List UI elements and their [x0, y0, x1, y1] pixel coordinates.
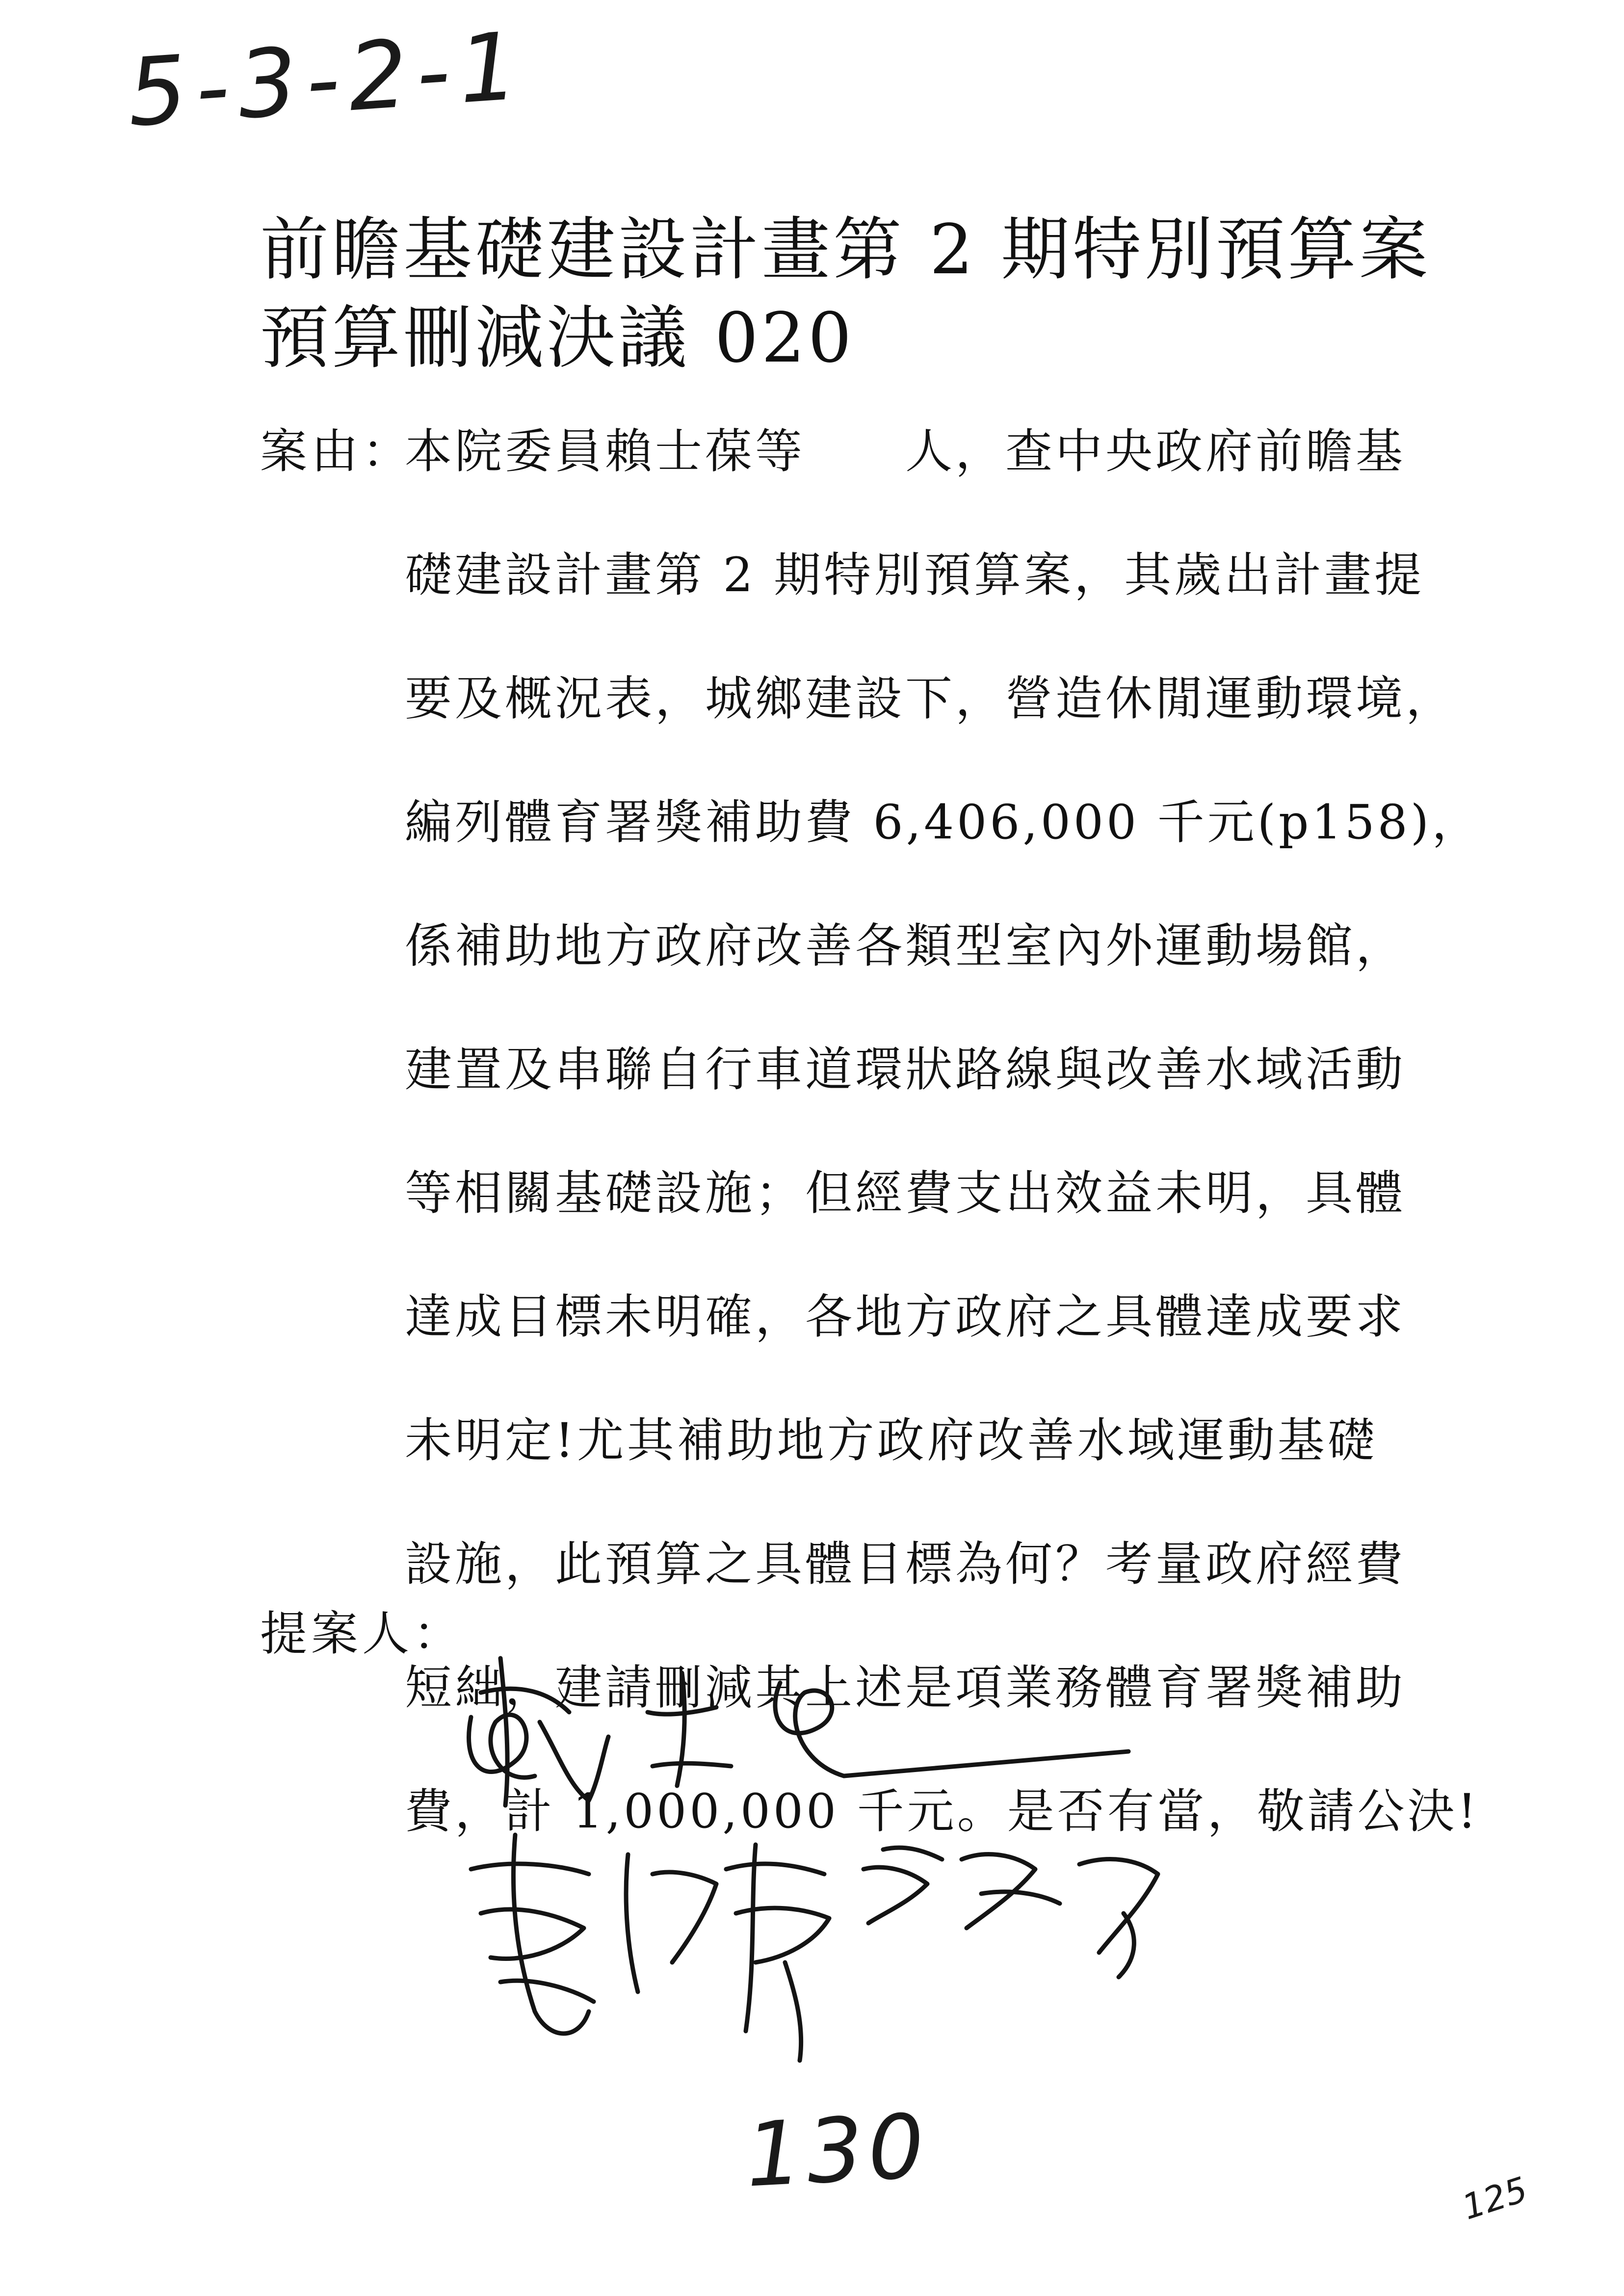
reason-line: 礎建設計畫第 2 期特別預算案，其歲出計畫提	[405, 548, 1425, 602]
reason-line: 達成目標未明確，各地方政府之具體達成要求	[405, 1289, 1406, 1344]
reason-line: 未明定!尤其補助地方政府改善水域運動基礎	[405, 1413, 1378, 1468]
title-line-2: 預算刪減決議 020	[260, 298, 855, 378]
reason-label: 案由：	[260, 424, 413, 479]
proposer-label: 提案人：	[260, 1606, 464, 1661]
reason-line: 本院委員賴士葆等 人，查中央政府前瞻基	[405, 424, 1406, 479]
reason-line: 設施，此預算之具體目標為何？考量政府經費	[405, 1537, 1406, 1592]
handwritten-page-code: 5-3-2-1	[124, 11, 530, 148]
reason-line: 建置及串聯自行車道環狀路線與改善水域活動	[405, 1042, 1406, 1097]
reason-line: 係補助地方政府改善各類型室內外運動場館，	[405, 918, 1406, 973]
reason-line: 編列體育署獎補助費 6,406,000 千元(p158)，	[405, 795, 1482, 850]
reason-line: 短絀，建請刪減其上述是項業務體育署獎補助	[405, 1660, 1406, 1715]
reason-line: 費，計 1,000,000 千元。是否有當，敬請公決!	[405, 1784, 1480, 1839]
handwritten-corner-number: 125	[1457, 2169, 1533, 2228]
reason-line: 等相關基礎設施；但經費支出效益未明，具體	[405, 1166, 1406, 1221]
handwritten-page-number: 130	[743, 2095, 932, 2207]
reason-line: 要及概況表，城鄉建設下，營造休閒運動環境，	[405, 671, 1456, 726]
handwritten-signatures	[442, 1639, 1276, 2080]
title-line-1: 前瞻基礎建設計畫第 2 期特別預算案	[260, 210, 1431, 290]
